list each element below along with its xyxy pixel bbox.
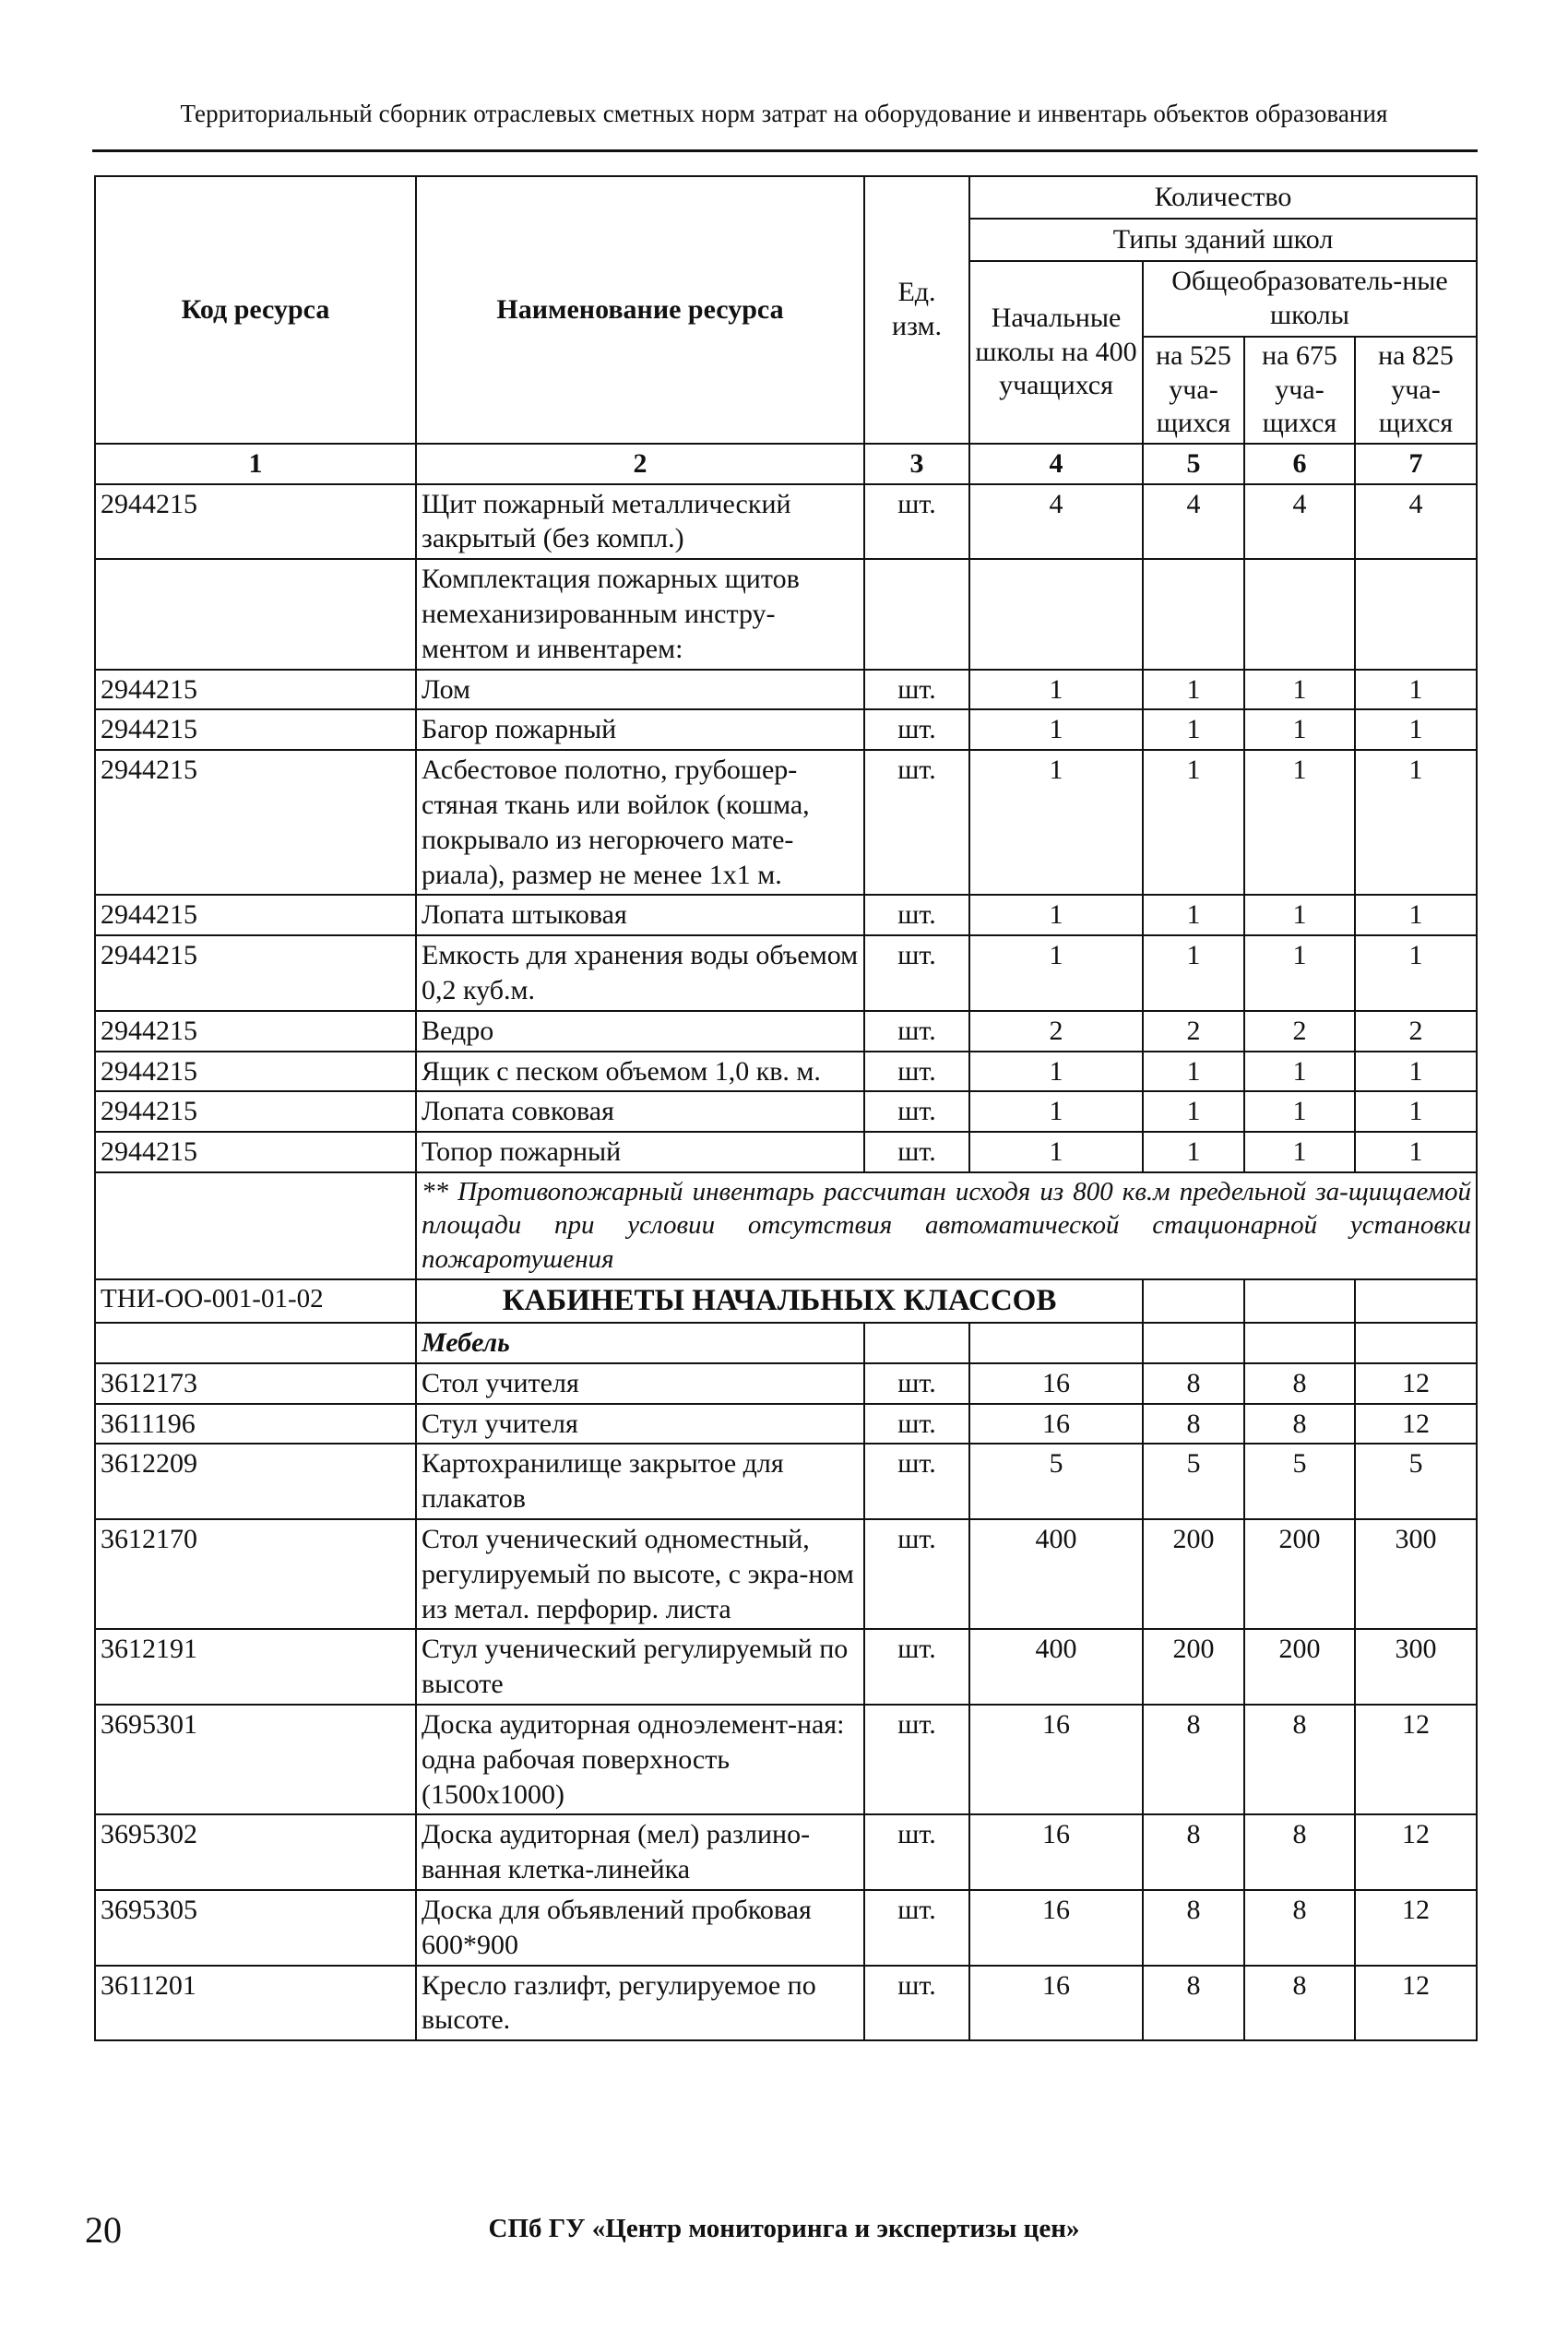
unit: шт. <box>864 1132 969 1172</box>
qty-primary-400: 16 <box>969 1814 1143 1890</box>
resource-code: 3612173 <box>95 1363 416 1404</box>
qty-825: 12 <box>1355 1966 1477 2041</box>
qty-primary-400: 4 <box>969 484 1143 560</box>
resource-name: Доска аудиторная (мел) разлино-ванная клетка-линейка <box>416 1814 864 1890</box>
resource-code: 2944215 <box>95 1052 416 1092</box>
qty-675: 1 <box>1244 1132 1355 1172</box>
qty-825: 5 <box>1355 1444 1477 1519</box>
qty-825: 1 <box>1355 1091 1477 1132</box>
qty-525: 8 <box>1143 1890 1244 1966</box>
resource-name: Асбестовое полотно, грубошер-стяная ткань или войлок (кошма, покрывало из негорючего мате-риала), размер не менее 1x1 м. <box>416 750 864 895</box>
qty-825: 1 <box>1355 935 1477 1011</box>
qty-525: 1 <box>1143 1052 1244 1092</box>
unit <box>864 559 969 669</box>
header-675: на 675 уча-щихся <box>1244 337 1355 444</box>
column-number: 6 <box>1244 444 1355 484</box>
resource-name: Емкость для хранения воды объемом 0,2 куб.м. <box>416 935 864 1011</box>
header-building-types: Типы зданий школ <box>969 219 1477 261</box>
unit: шт. <box>864 895 969 935</box>
qty-primary-400: 16 <box>969 1404 1143 1444</box>
header-rule <box>92 149 1478 152</box>
header-code: Код ресурса <box>95 176 416 444</box>
resource-code: 3612209 <box>95 1444 416 1519</box>
header-primary-schools: Начальные школы на 400 учащихся <box>969 261 1143 444</box>
table-row <box>95 1363 1477 1404</box>
unit: шт. <box>864 935 969 1011</box>
qty-825: 2 <box>1355 1011 1477 1052</box>
table-row <box>95 1444 1477 1519</box>
qty-675: 1 <box>1244 709 1355 750</box>
note-empty-code <box>95 1172 416 1279</box>
subsection-row <box>95 1323 1477 1363</box>
resource-code: 2944215 <box>95 1091 416 1132</box>
qty-825: 1 <box>1355 670 1477 710</box>
page-number: 20 <box>85 2209 122 2251</box>
unit: шт. <box>864 709 969 750</box>
qty-825: 1 <box>1355 1132 1477 1172</box>
qty-primary-400: 1 <box>969 935 1143 1011</box>
qty-675: 1 <box>1244 935 1355 1011</box>
qty-825 <box>1355 559 1477 669</box>
column-number: 2 <box>416 444 864 484</box>
resource-name: Кресло газлифт, регулируемое по высоте. <box>416 1966 864 2041</box>
unit: шт. <box>864 1091 969 1132</box>
column-number: 1 <box>95 444 416 484</box>
qty-825: 12 <box>1355 1890 1477 1966</box>
qty-825: 12 <box>1355 1705 1477 1814</box>
qty-primary-400 <box>969 559 1143 669</box>
empty-cell <box>1355 1323 1477 1363</box>
qty-525: 8 <box>1143 1966 1244 2041</box>
table-row <box>95 670 1477 710</box>
qty-525: 2 <box>1143 1011 1244 1052</box>
unit: шт. <box>864 1011 969 1052</box>
qty-825: 12 <box>1355 1404 1477 1444</box>
table-row <box>95 1629 1477 1705</box>
unit: шт. <box>864 1705 969 1814</box>
table-row <box>95 709 1477 750</box>
empty-cell <box>969 1323 1143 1363</box>
qty-525: 1 <box>1143 1132 1244 1172</box>
empty-cell <box>1143 1323 1244 1363</box>
table-row <box>95 484 1477 560</box>
resource-code <box>95 559 416 669</box>
resource-code: 3611201 <box>95 1966 416 2041</box>
qty-525: 4 <box>1143 484 1244 560</box>
qty-525: 1 <box>1143 709 1244 750</box>
footer-text: СПб ГУ «Центр мониторинга и экспертизы цен» <box>488 2214 1080 2243</box>
header-general-schools: Общеобразователь-ные школы <box>1143 261 1477 337</box>
qty-primary-400: 16 <box>969 1363 1143 1404</box>
qty-675: 1 <box>1244 750 1355 895</box>
unit: шт. <box>864 1966 969 2041</box>
column-number: 5 <box>1143 444 1244 484</box>
qty-primary-400: 1 <box>969 670 1143 710</box>
resource-name: Картохранилище закрытое для плакатов <box>416 1444 864 1519</box>
resource-code: 3612191 <box>95 1629 416 1705</box>
qty-675 <box>1244 559 1355 669</box>
resource-name: Топор пожарный <box>416 1132 864 1172</box>
empty-cell <box>1244 1323 1355 1363</box>
section-row <box>95 1279 1477 1324</box>
qty-primary-400: 400 <box>969 1519 1143 1629</box>
section-title: КАБИНЕТЫ НАЧАЛЬНЫХ КЛАССОВ <box>416 1279 1143 1324</box>
table-row <box>95 1132 1477 1172</box>
resource-code: 2944215 <box>95 750 416 895</box>
unit: шт. <box>864 1052 969 1092</box>
header-name: Наименование ресурса <box>416 176 864 444</box>
qty-825: 1 <box>1355 1052 1477 1092</box>
qty-675: 8 <box>1244 1814 1355 1890</box>
resource-name: Доска для объявлений пробковая 600*900 <box>416 1890 864 1966</box>
qty-525: 5 <box>1143 1444 1244 1519</box>
qty-825: 12 <box>1355 1814 1477 1890</box>
unit: шт. <box>864 484 969 560</box>
unit: шт. <box>864 1444 969 1519</box>
qty-675: 1 <box>1244 670 1355 710</box>
qty-525: 1 <box>1143 670 1244 710</box>
header-525: на 525 уча-щихся <box>1143 337 1244 444</box>
resource-code: 2944215 <box>95 1011 416 1052</box>
unit: шт. <box>864 750 969 895</box>
qty-primary-400: 16 <box>969 1705 1143 1814</box>
qty-525: 200 <box>1143 1519 1244 1629</box>
column-number: 7 <box>1355 444 1477 484</box>
table-row <box>95 1519 1477 1629</box>
page-header: Территориальный сборник отраслевых сметных норм затрат на оборудование и инвентарь объектов образования <box>180 100 1388 127</box>
qty-675: 1 <box>1244 895 1355 935</box>
resource-name: Доска аудиторная одноэлемент-ная: одна рабочая поверхность (1500x1000) <box>416 1705 864 1814</box>
qty-675: 8 <box>1244 1890 1355 1966</box>
qty-675: 8 <box>1244 1966 1355 2041</box>
qty-primary-400: 1 <box>969 709 1143 750</box>
unit: шт. <box>864 1404 969 1444</box>
resource-code: 2944215 <box>95 484 416 560</box>
table-row <box>95 1091 1477 1132</box>
qty-525: 1 <box>1143 1091 1244 1132</box>
qty-675: 200 <box>1244 1629 1355 1705</box>
qty-primary-400: 1 <box>969 750 1143 895</box>
table-row <box>95 1052 1477 1092</box>
qty-825: 1 <box>1355 709 1477 750</box>
resource-name: Комплектация пожарных щитов немеханизированным инстру-ментом и инвентарем: <box>416 559 864 669</box>
qty-primary-400: 5 <box>969 1444 1143 1519</box>
table-row <box>95 1404 1477 1444</box>
resource-name: Стул ученический регулируемый по высоте <box>416 1629 864 1705</box>
unit: шт. <box>864 670 969 710</box>
resource-name: Ведро <box>416 1011 864 1052</box>
resource-name: Лопата совковая <box>416 1091 864 1132</box>
qty-primary-400: 2 <box>969 1011 1143 1052</box>
qty-525: 8 <box>1143 1404 1244 1444</box>
resource-table <box>94 175 1478 2041</box>
empty-cell <box>95 1323 416 1363</box>
empty-cell <box>1143 1279 1244 1324</box>
table-row <box>95 750 1477 895</box>
empty-cell <box>1244 1279 1355 1324</box>
qty-825: 1 <box>1355 895 1477 935</box>
resource-code: 2944215 <box>95 895 416 935</box>
resource-code: 2944215 <box>95 670 416 710</box>
fire-inventory-note: ** Противопожарный инвентарь рассчитан исходя из 800 кв.м предельной за-щищаемой площади при условии отсутствия автоматической стационарной установки пожаротушения <box>416 1172 1477 1279</box>
qty-825: 300 <box>1355 1629 1477 1705</box>
resource-code: 2944215 <box>95 935 416 1011</box>
resource-code: 2944215 <box>95 1132 416 1172</box>
qty-525 <box>1143 559 1244 669</box>
qty-675: 5 <box>1244 1444 1355 1519</box>
resource-code: 3695302 <box>95 1814 416 1890</box>
resource-code: 2944215 <box>95 709 416 750</box>
header-unit: Ед. изм. <box>864 176 969 444</box>
resource-code: 3612170 <box>95 1519 416 1629</box>
table-row <box>95 559 1477 669</box>
qty-primary-400: 400 <box>969 1629 1143 1705</box>
resource-name: Стол ученический одноместный, регулируемый по высоте, с экра-ном из метал. перфорир. листа <box>416 1519 864 1629</box>
qty-525: 8 <box>1143 1814 1244 1890</box>
section-code: ТНИ-ОО-001-01-02 <box>95 1279 416 1324</box>
table-row <box>95 1966 1477 2041</box>
qty-675: 4 <box>1244 484 1355 560</box>
qty-525: 1 <box>1143 895 1244 935</box>
unit: шт. <box>864 1519 969 1629</box>
qty-675: 1 <box>1244 1091 1355 1132</box>
header-825: на 825 уча-щихся <box>1355 337 1477 444</box>
qty-675: 2 <box>1244 1011 1355 1052</box>
qty-825: 1 <box>1355 750 1477 895</box>
qty-525: 1 <box>1143 750 1244 895</box>
resource-name: Багор пожарный <box>416 709 864 750</box>
resource-name: Стул учителя <box>416 1404 864 1444</box>
qty-primary-400: 1 <box>969 895 1143 935</box>
qty-675: 8 <box>1244 1404 1355 1444</box>
qty-primary-400: 1 <box>969 1091 1143 1132</box>
qty-675: 200 <box>1244 1519 1355 1629</box>
table-row <box>95 1890 1477 1966</box>
column-number-row <box>95 444 1477 484</box>
resource-name: Щит пожарный металлический закрытый (без компл.) <box>416 484 864 560</box>
table-row <box>95 1705 1477 1814</box>
qty-825: 300 <box>1355 1519 1477 1629</box>
table-row <box>95 935 1477 1011</box>
table-row <box>95 1011 1477 1052</box>
qty-675: 8 <box>1244 1705 1355 1814</box>
qty-675: 1 <box>1244 1052 1355 1092</box>
resource-code: 3695301 <box>95 1705 416 1814</box>
table-row <box>95 895 1477 935</box>
resource-code: 3611196 <box>95 1404 416 1444</box>
header-quantity: Количество <box>969 176 1477 219</box>
resource-name: Стол учителя <box>416 1363 864 1404</box>
qty-primary-400: 16 <box>969 1890 1143 1966</box>
unit: шт. <box>864 1629 969 1705</box>
subsection-title: Мебель <box>416 1323 864 1363</box>
qty-primary-400: 16 <box>969 1966 1143 2041</box>
empty-cell <box>1355 1279 1477 1324</box>
qty-825: 4 <box>1355 484 1477 560</box>
qty-675: 8 <box>1244 1363 1355 1404</box>
resource-name: Ящик с песком объемом 1,0 кв. м. <box>416 1052 864 1092</box>
qty-525: 1 <box>1143 935 1244 1011</box>
column-number: 4 <box>969 444 1143 484</box>
empty-cell <box>864 1323 969 1363</box>
table-row <box>95 1814 1477 1890</box>
column-number: 3 <box>864 444 969 484</box>
qty-525: 200 <box>1143 1629 1244 1705</box>
unit: шт. <box>864 1814 969 1890</box>
resource-name: Лом <box>416 670 864 710</box>
resource-name: Лопата штыковая <box>416 895 864 935</box>
unit: шт. <box>864 1890 969 1966</box>
qty-primary-400: 1 <box>969 1132 1143 1172</box>
note-row <box>95 1172 1477 1279</box>
qty-525: 8 <box>1143 1363 1244 1404</box>
qty-primary-400: 1 <box>969 1052 1143 1092</box>
qty-525: 8 <box>1143 1705 1244 1814</box>
qty-825: 12 <box>1355 1363 1477 1404</box>
unit: шт. <box>864 1363 969 1404</box>
resource-code: 3695305 <box>95 1890 416 1966</box>
